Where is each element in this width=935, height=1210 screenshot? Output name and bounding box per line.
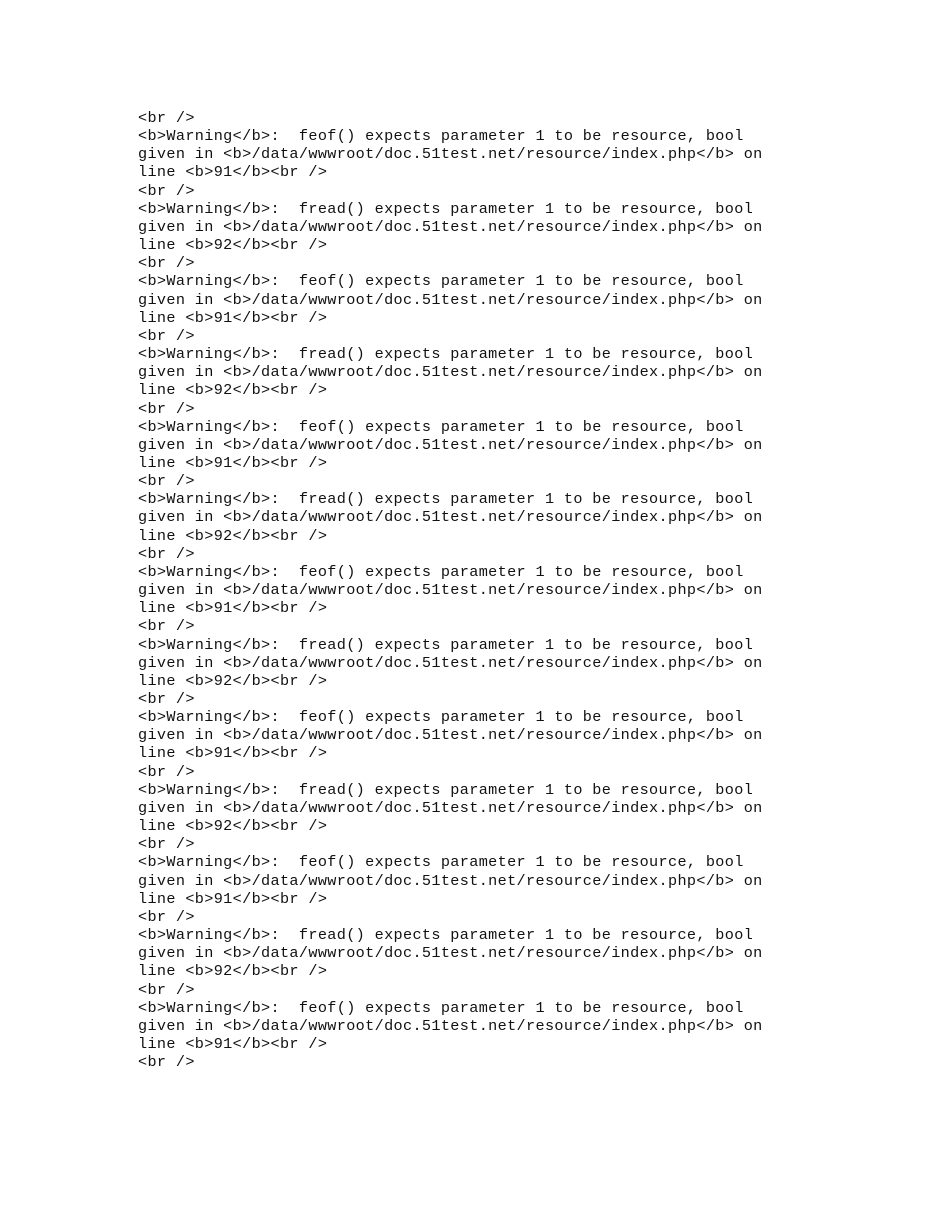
text-line: <b>Warning</b>: fread() expects parameter 1 to be resource, bool xyxy=(138,345,754,364)
text-line: <br /> xyxy=(138,690,195,708)
text-line: given in <b>/data/wwwroot/doc.51test.net/resource/index.php</b> on xyxy=(138,363,763,382)
text-line: <b>Warning</b>: fread() expects parameter 1 to be resource, bool xyxy=(138,199,754,218)
text-line: given in <b>/data/wwwroot/doc.51test.net/resource/index.php</b> on xyxy=(138,508,763,527)
text-line: given in <b>/data/wwwroot/doc.51test.net/resource/index.php</b> on xyxy=(138,944,763,963)
text-line: given in <b>/data/wwwroot/doc.51test.net/resource/index.php</b> on xyxy=(138,798,763,817)
text-line: line <b>91</b><br /> xyxy=(138,1034,328,1053)
text-line: given in <b>/data/wwwroot/doc.51test.net/resource/index.php</b> on xyxy=(138,726,763,745)
document-body xyxy=(138,109,818,1071)
text-line: given in <b>/data/wwwroot/doc.51test.net/resource/index.php</b> on xyxy=(138,581,763,600)
text-line: <b>Warning</b>: feof() expects parameter 1 to be resource, bool xyxy=(138,708,744,727)
text-line: <br /> xyxy=(138,399,195,418)
text-line: <br /> xyxy=(138,907,195,926)
text-line: <br /> xyxy=(138,762,195,781)
text-line: <b>Warning</b>: fread() expects parameter 1 to be resource, bool xyxy=(138,926,754,945)
text-line: line <b>91</b><br /> xyxy=(138,453,328,472)
text-line: line <b>91</b><br /> xyxy=(138,889,328,908)
text-line: <b>Warning</b>: feof() expects parameter 1 to be resource, bool xyxy=(138,853,744,872)
text-line: <br /> xyxy=(138,109,195,127)
text-line: given in <b>/data/wwwroot/doc.51test.net/resource/index.php</b> on xyxy=(138,653,763,672)
text-line: <br /> xyxy=(138,544,195,563)
text-line: <br /> xyxy=(138,254,195,273)
text-line: <b>Warning</b>: feof() expects parameter 1 to be resource, bool xyxy=(138,417,744,436)
text-line: given in <b>/data/wwwroot/doc.51test.net/resource/index.php</b> on xyxy=(138,435,763,454)
text-line: <b>Warning</b>: feof() expects parameter 1 to be resource, bool xyxy=(138,272,744,291)
text-line: line <b>92</b><br /> xyxy=(138,526,328,545)
text-line: <b>Warning</b>: fread() expects parameter 1 to be resource, bool xyxy=(138,780,754,799)
text-line: line <b>92</b><br /> xyxy=(138,962,328,981)
text-line: <br /> xyxy=(138,1053,195,1072)
text-line: line <b>92</b><br /> xyxy=(138,817,328,836)
text-line: line <b>92</b><br /> xyxy=(138,381,328,400)
text-line: line <b>91</b><br /> xyxy=(138,163,328,182)
text-line: <br /> xyxy=(138,472,195,491)
text-line: line <b>92</b><br /> xyxy=(138,671,328,690)
text-line: given in <b>/data/wwwroot/doc.51test.net/resource/index.php</b> on xyxy=(138,217,763,236)
text-line: line <b>91</b><br /> xyxy=(138,744,328,763)
text-line: <b>Warning</b>: feof() expects parameter 1 to be resource, bool xyxy=(138,127,744,146)
text-line: line <b>91</b><br /> xyxy=(138,599,328,618)
text-line: <br /> xyxy=(138,326,195,345)
text-line: line <b>92</b><br /> xyxy=(138,236,328,255)
text-line: line <b>91</b><br /> xyxy=(138,308,328,327)
text-line: <br /> xyxy=(138,181,195,200)
text-line: <b>Warning</b>: feof() expects parameter 1 to be resource, bool xyxy=(138,998,744,1017)
text-line: <br /> xyxy=(138,980,195,999)
text-line: <br /> xyxy=(138,835,195,854)
text-line: given in <b>/data/wwwroot/doc.51test.net/resource/index.php</b> on xyxy=(138,290,763,309)
text-line: <br /> xyxy=(138,617,195,636)
text-line: <b>Warning</b>: feof() expects parameter 1 to be resource, bool xyxy=(138,562,744,581)
text-line: <b>Warning</b>: fread() expects parameter 1 to be resource, bool xyxy=(138,490,754,509)
text-line: given in <b>/data/wwwroot/doc.51test.net/resource/index.php</b> on xyxy=(138,871,763,890)
text-line: given in <b>/data/wwwroot/doc.51test.net/resource/index.php</b> on xyxy=(138,145,763,164)
text-line: <b>Warning</b>: fread() expects parameter 1 to be resource, bool xyxy=(138,635,754,654)
text-line: given in <b>/data/wwwroot/doc.51test.net/resource/index.php</b> on xyxy=(138,1016,763,1035)
